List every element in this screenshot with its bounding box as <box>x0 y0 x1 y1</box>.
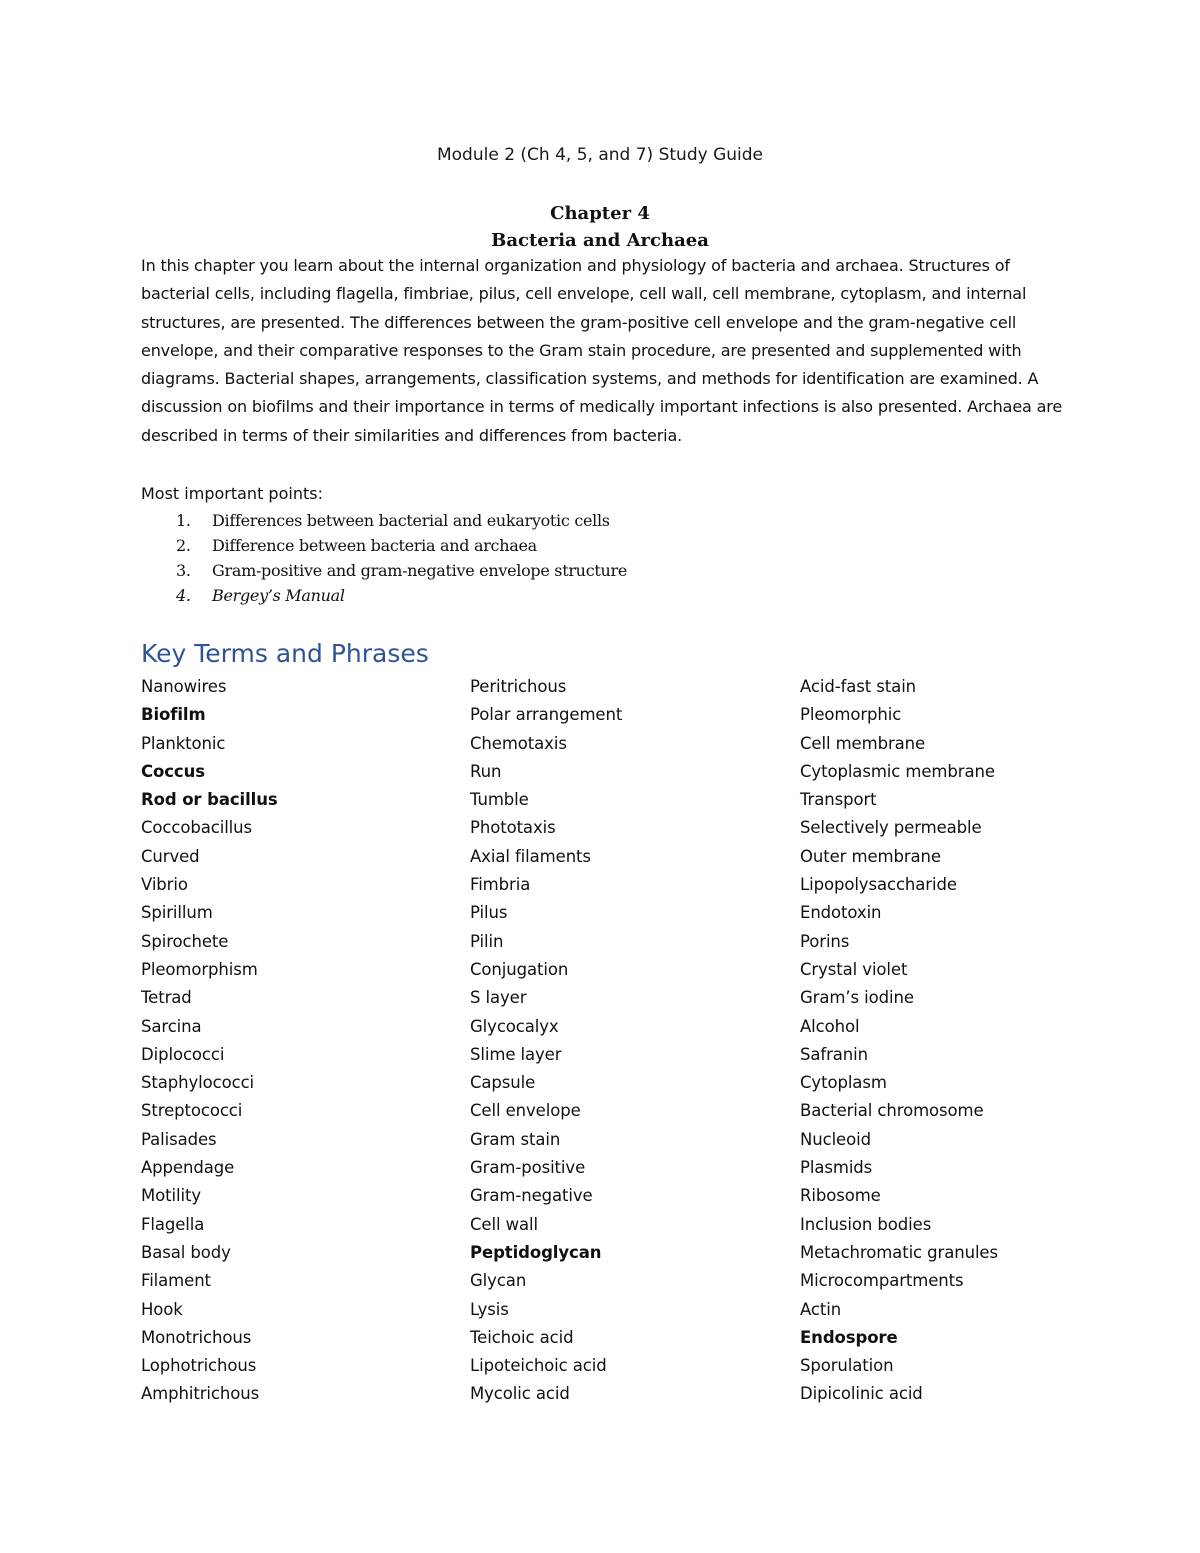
document-title: Module 2 (Ch 4, 5, and 7) Study Guide <box>436 145 763 165</box>
key-term: Vibrio <box>141 875 188 895</box>
key-term: Peritrichous <box>470 677 567 696</box>
key-term: Glycan <box>470 1271 527 1291</box>
key-term: Biofilm <box>141 705 206 725</box>
key-term: Porins <box>800 931 850 951</box>
key-term: Chemotaxis <box>470 733 567 753</box>
key-term: Pleomorphism <box>141 959 258 979</box>
key-term: Tumble <box>470 790 529 810</box>
key-term: Alcohol <box>800 1016 860 1036</box>
key-term: Cell membrane <box>800 733 926 753</box>
key-term: Outer membrane <box>800 846 941 866</box>
key-term: Filament <box>141 1271 211 1291</box>
key-term: Streptococci <box>141 1101 243 1121</box>
key-term: Selectively permeable <box>800 818 982 838</box>
key-term: Coccus <box>141 761 205 781</box>
list-number: 3. <box>176 561 191 580</box>
key-term: Rod or bacillus <box>141 790 278 810</box>
key-term: Sporulation <box>800 1356 894 1376</box>
key-term: Staphylococci <box>141 1073 255 1093</box>
key-term: Acid-fast stain <box>800 677 917 696</box>
key-term: Actin <box>800 1299 842 1319</box>
key-terms-column-3 <box>800 673 998 1409</box>
key-term: Phototaxis <box>470 818 556 838</box>
important-point-text: Difference between bacteria and archaea <box>212 536 537 555</box>
chapter-heading <box>0 200 1200 254</box>
key-term: Lipoteichoic acid <box>470 1356 607 1376</box>
key-term: Palisades <box>141 1129 217 1149</box>
key-term: Lipopolysaccharide <box>800 875 957 895</box>
key-term: Conjugation <box>470 959 569 979</box>
key-term: Fimbria <box>470 875 531 895</box>
key-term: Cytoplasmic membrane <box>800 761 995 781</box>
key-term: Spirochete <box>141 931 229 951</box>
important-point-item <box>141 583 627 608</box>
key-term: Bacterial chromosome <box>800 1101 984 1121</box>
list-number: 1. <box>176 511 191 530</box>
key-term: Pilin <box>470 931 504 951</box>
key-term: Appendage <box>141 1158 235 1178</box>
key-term: Coccobacillus <box>141 818 253 838</box>
key-term: Curved <box>141 846 200 866</box>
key-term: Inclusion bodies <box>800 1214 932 1234</box>
chapter-title: Bacteria and Archaea <box>491 230 709 251</box>
key-term: Monotrichous <box>141 1327 252 1347</box>
key-term: Metachromatic granules <box>800 1242 998 1262</box>
important-point-text: Bergey’s Manual <box>212 586 345 605</box>
key-term: Peptidoglycan <box>470 1242 602 1262</box>
key-term: S layer <box>470 988 527 1008</box>
key-term: Sarcina <box>141 1016 202 1036</box>
key-term: Crystal violet <box>800 959 908 979</box>
important-point-text: Gram-positive and gram-negative envelope structure <box>212 561 628 580</box>
key-term: Slime layer <box>470 1044 562 1064</box>
key-term: Ribosome <box>800 1186 881 1206</box>
key-term: Nucleoid <box>800 1129 871 1149</box>
list-number: 2. <box>176 536 191 555</box>
list-number: 4. <box>176 586 191 605</box>
key-term: Lysis <box>470 1299 509 1319</box>
key-term: Gram-positive <box>470 1158 586 1178</box>
important-point-text: Differences between bacterial and eukaryotic cells <box>212 511 610 530</box>
key-term: Amphitrichous <box>141 1384 260 1404</box>
key-term: Planktonic <box>141 733 226 753</box>
key-term: Nanowires <box>141 677 227 696</box>
key-term: Flagella <box>141 1214 205 1234</box>
key-terms-heading: Key Terms and Phrases <box>141 639 429 668</box>
key-term: Polar arrangement <box>470 705 623 725</box>
key-term: Endospore <box>800 1327 898 1347</box>
key-term: Cell envelope <box>470 1101 581 1121</box>
important-point-item <box>141 508 627 533</box>
key-term: Transport <box>800 790 877 810</box>
important-point-item <box>141 558 627 583</box>
key-term: Plasmids <box>800 1158 873 1178</box>
key-term: Cell wall <box>470 1214 538 1234</box>
important-points-label: Most important points: <box>141 484 323 503</box>
key-term: Gram-negative <box>470 1186 593 1206</box>
key-term: Run <box>470 761 502 781</box>
key-term: Cytoplasm <box>800 1073 887 1093</box>
important-point-item <box>141 533 627 558</box>
key-term: Endotoxin <box>800 903 882 923</box>
key-term: Mycolic acid <box>470 1384 570 1404</box>
key-term: Basal body <box>141 1242 231 1262</box>
key-term: Diplococci <box>141 1044 225 1064</box>
key-term: Tetrad <box>141 988 192 1008</box>
key-terms-column-2 <box>470 673 622 1409</box>
key-term: Spirillum <box>141 903 213 923</box>
key-term: Capsule <box>470 1073 536 1093</box>
key-term: Lophotrichous <box>141 1356 257 1376</box>
important-points-list <box>141 508 627 608</box>
key-term: Motility <box>141 1186 201 1206</box>
key-terms-column-1 <box>141 673 278 1409</box>
key-term: Glycocalyx <box>470 1016 559 1036</box>
chapter-number: Chapter 4 <box>550 203 650 224</box>
key-term: Gram’s iodine <box>800 988 914 1008</box>
key-term: Gram stain <box>470 1129 561 1149</box>
chapter-intro-paragraph: In this chapter you learn about the internal organization and physiology of bacteria and archaea. Structures of bacterial cells, including flagella, fimbriae, pilus, cell envelope, cell wall, cell membrane, cytoplasm, and internal structures, are presented. The differences between the gram-positive cell envelope and the gram-negative cell envelope, and their comparative responses to the Gram stain procedure, are presented and supplemented with diagrams. Bacterial shapes, arrangements, classification systems, and methods for identification are examined. A discussion on biofilms and their importance in terms of medically important infections is also presented. Archaea are described in terms of their similarities and differences from bacteria. <box>141 256 1063 445</box>
key-term: Teichoic acid <box>470 1327 574 1347</box>
key-term: Microcompartments <box>800 1271 964 1291</box>
key-term: Axial filaments <box>470 846 591 866</box>
key-term: Safranin <box>800 1044 868 1064</box>
key-term: Hook <box>141 1299 183 1319</box>
key-term: Pilus <box>470 903 508 923</box>
key-term: Pleomorphic <box>800 705 902 725</box>
key-term: Dipicolinic acid <box>800 1384 923 1404</box>
